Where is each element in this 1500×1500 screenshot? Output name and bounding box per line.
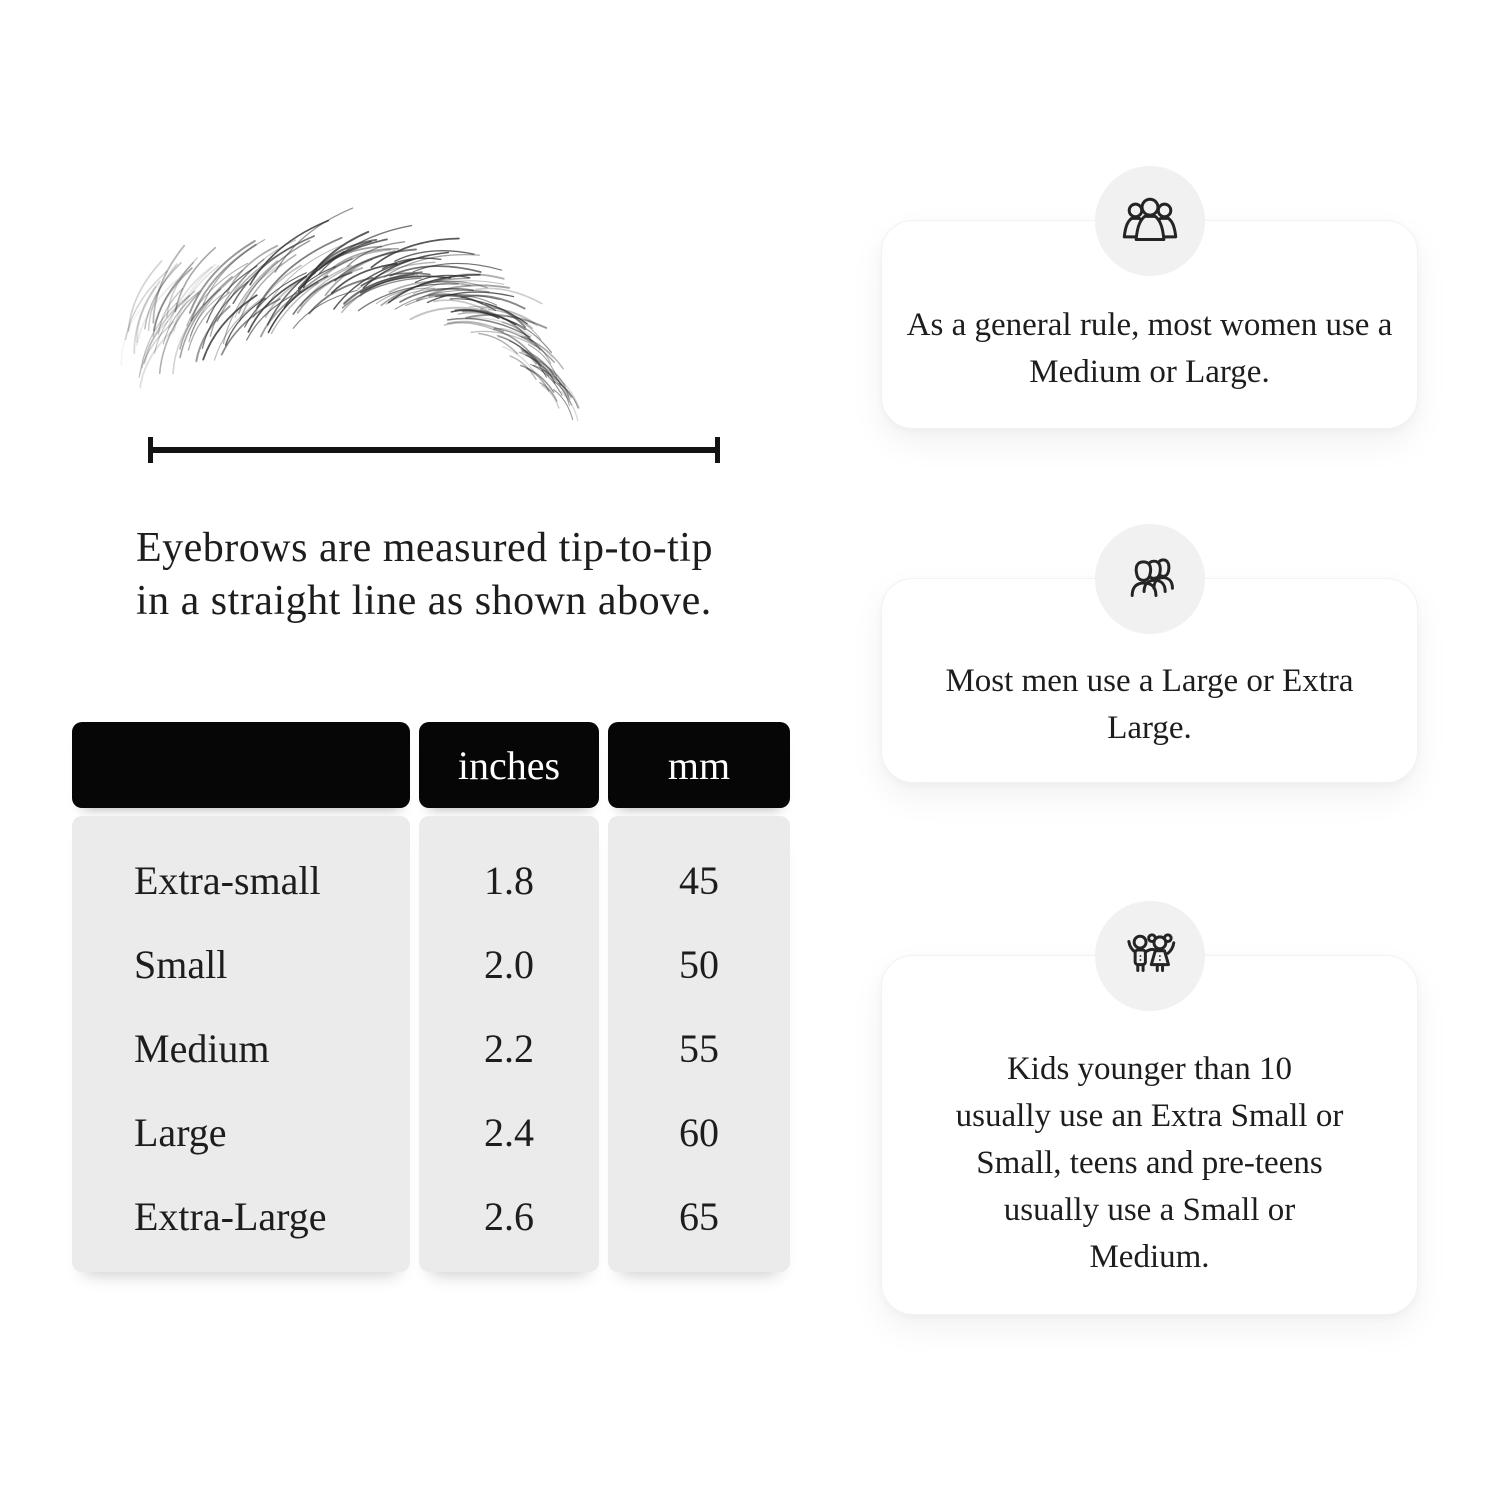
eyebrow-illustration xyxy=(118,242,573,427)
info-card-kids xyxy=(881,955,1418,1315)
measurement-caption-line2: in a straight line as shown above. xyxy=(136,578,712,624)
kids-icon-circle xyxy=(1095,901,1205,1011)
info-card-men-text: Most men use a Large or Extra Large. xyxy=(945,662,1354,746)
size-label-large: Large xyxy=(134,1109,227,1155)
info-card-kids-text: Kids younger than 10 usually use an Extra Small or Small, teens and pre-teens usually use a Small or Medium. xyxy=(955,1050,1344,1275)
inches-medium: 2.2 xyxy=(484,1025,534,1071)
size-label-extra-large: Extra-Large xyxy=(134,1193,327,1239)
measurement-line-endcap-left xyxy=(148,437,153,463)
info-card-women-text: As a general rule, most women use a Medium or Large. xyxy=(906,306,1393,390)
measurement-caption-line1: Eyebrows are measured tip-to-tip xyxy=(136,525,713,571)
women-group-icon xyxy=(1117,188,1183,254)
eyebrow-drawing xyxy=(118,242,573,427)
size-table xyxy=(72,722,790,1272)
info-card-men xyxy=(881,578,1418,783)
size-table-header-blank xyxy=(72,722,410,808)
size-table-labels-column xyxy=(72,816,410,1272)
inches-extra-large: 2.6 xyxy=(484,1193,534,1239)
inches-small: 2.0 xyxy=(484,941,534,987)
measurement-line xyxy=(150,447,718,453)
men-icon-circle xyxy=(1095,524,1205,634)
size-label-extra-small: Extra-small xyxy=(134,857,321,903)
size-label-small: Small xyxy=(134,941,228,987)
mm-small: 50 xyxy=(679,941,719,987)
size-table-header-mm: mm xyxy=(608,722,790,808)
mm-large: 60 xyxy=(679,1109,719,1155)
mm-extra-large: 65 xyxy=(679,1193,719,1239)
kids-icon xyxy=(1117,923,1183,989)
measurement-line-endcap-right xyxy=(715,437,720,463)
measurement-caption xyxy=(136,522,776,628)
size-label-medium: Medium xyxy=(134,1025,270,1071)
size-table-mm-column xyxy=(608,816,790,1272)
women-icon-circle xyxy=(1095,166,1205,276)
size-table-header-inches: inches xyxy=(419,722,599,808)
inches-large: 2.4 xyxy=(484,1109,534,1155)
size-table-inches-column xyxy=(419,816,599,1272)
inches-extra-small: 1.8 xyxy=(484,857,534,903)
mm-extra-small: 45 xyxy=(679,857,719,903)
mm-medium: 55 xyxy=(679,1025,719,1071)
info-card-women xyxy=(881,220,1418,429)
men-group-icon xyxy=(1117,546,1183,612)
